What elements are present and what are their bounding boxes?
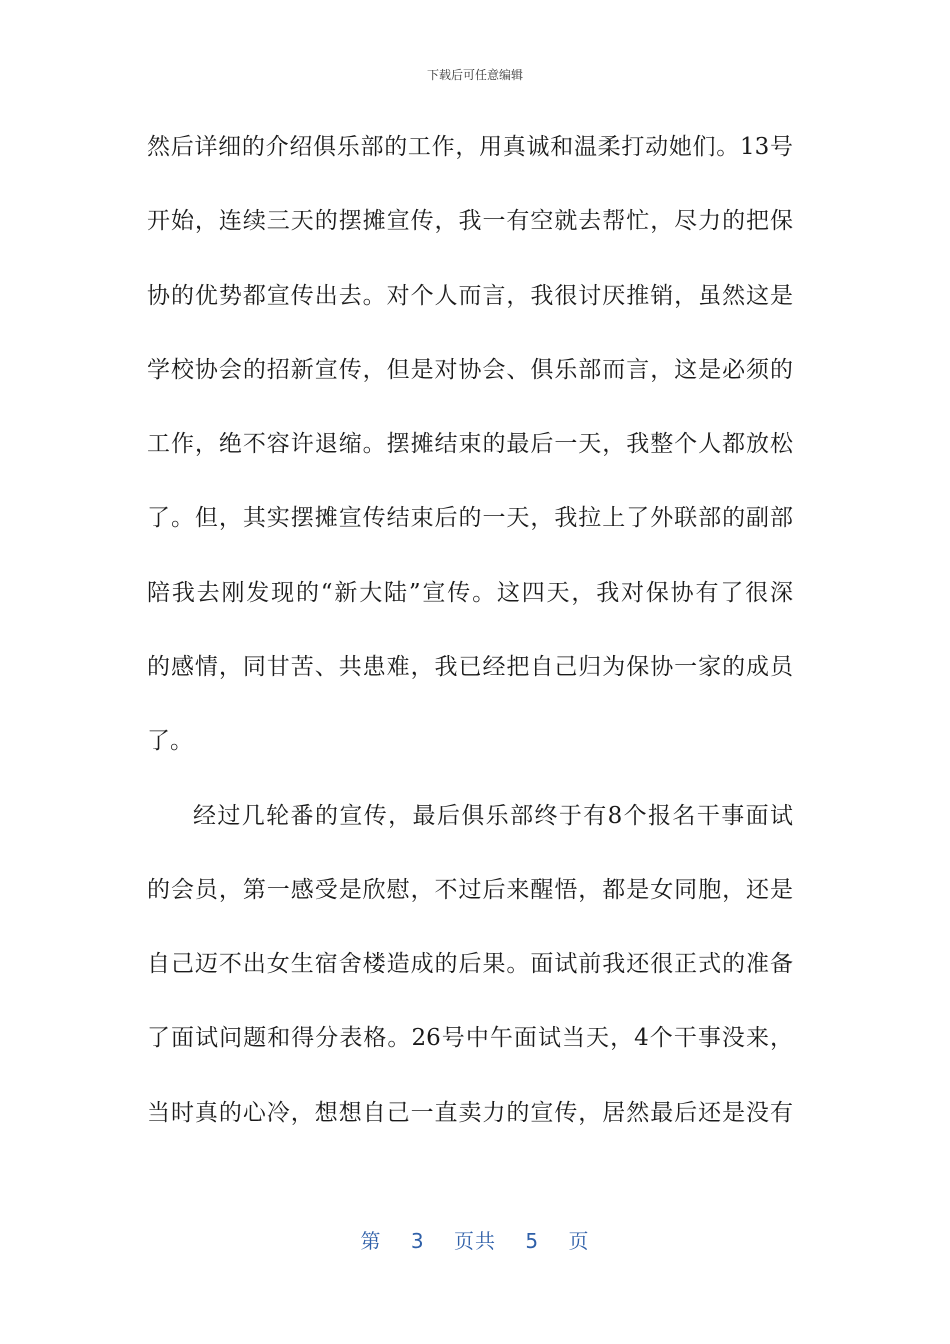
paragraph-1-line-9: 了。 xyxy=(147,728,193,754)
footer-total-pages: 5 xyxy=(525,1229,540,1253)
footer-suffix: 页 xyxy=(568,1229,590,1253)
paragraph-1-line-2: 开始，连续三天的摆摊宣传，我一有空就去帮忙，尽力的把保 xyxy=(147,208,793,234)
footer-prefix: 第 xyxy=(360,1229,382,1253)
paragraph-1-line-6: 了。但，其实摆摊宣传结束后的一天，我拉上了外联部的副部 xyxy=(147,505,793,531)
paragraph-2-line-1: 经过几轮番的宣传，最后俱乐部终于有8个报名干事面试 xyxy=(193,803,793,829)
paragraph-1-line-8: 的感情，同甘苦、共患难，我已经把自己归为保协一家的成员 xyxy=(147,654,793,680)
page-header-note: 下载后可任意编辑 xyxy=(426,68,523,82)
paragraph-2-line-4: 了面试问题和得分表格。26号中午面试当天，4个干事没来， xyxy=(147,1025,793,1051)
footer-middle: 页共 xyxy=(454,1229,496,1253)
paragraph-2-line-5: 当时真的心冷，想想自己一直卖力的宣传，居然最后还是没有 xyxy=(147,1100,793,1126)
footer-current-page: 3 xyxy=(410,1229,425,1253)
paragraph-1-line-3: 协的优势都宣传出去。对个人而言，我很讨厌推销，虽然这是 xyxy=(147,283,793,309)
page-number-footer xyxy=(0,1225,950,1254)
paragraph-1-line-7: 陪我去刚发现的“新大陆”宣传。这四天，我对保协有了很深 xyxy=(147,580,793,606)
paragraph-1-line-4: 学校协会的招新宣传，但是对协会、俱乐部而言，这是必须的 xyxy=(147,357,793,383)
paragraph-1-line-1: 然后详细的介绍俱乐部的工作，用真诚和温柔打动她们。13号 xyxy=(147,134,793,160)
paragraph-2-line-2: 的会员，第一感受是欣慰，不过后来醒悟，都是女同胞，还是 xyxy=(147,877,793,903)
paragraph-1-line-5: 工作，绝不容许退缩。摆摊结束的最后一天，我整个人都放松 xyxy=(147,431,793,457)
paragraph-2-line-3: 自己迈不出女生宿舍楼造成的后果。面试前我还很正式的准备 xyxy=(147,951,793,977)
